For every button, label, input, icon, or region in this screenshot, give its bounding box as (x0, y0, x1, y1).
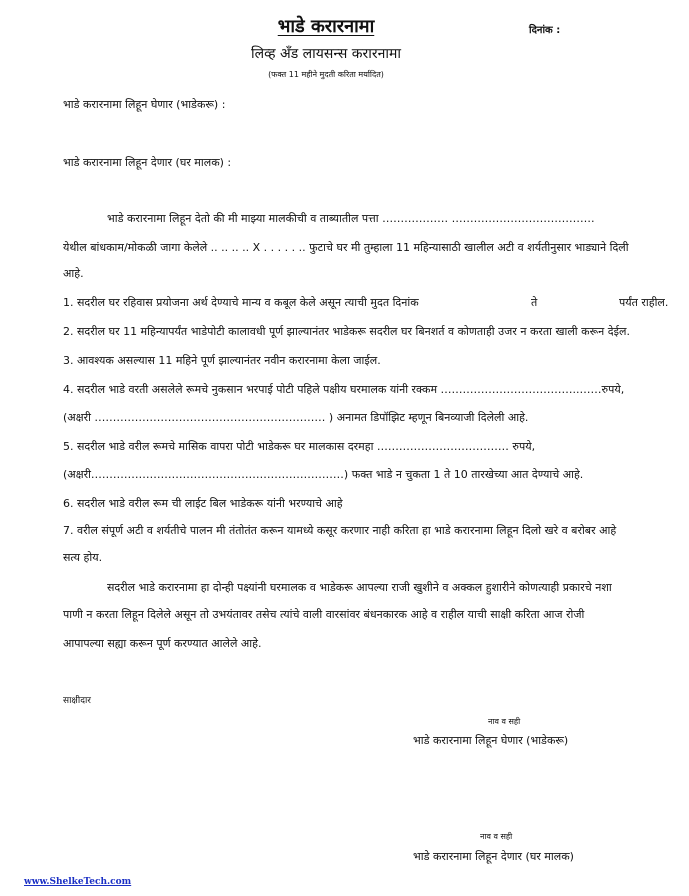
closing-line-2: पाणी न करता लिहून दिलेले असून तो उभयंतावर तसेच त्यांचे वाली वारसांवर बंधनकारक आहे व राहील याची साक्षी करिता आज रोजी (63, 608, 585, 621)
intro-line-3: आहे. (63, 267, 84, 280)
tenant-signature-line: भाडे करारनामा लिहून घेणार (भाडेकरू) (413, 734, 569, 747)
date-label: दिनांक : (529, 25, 561, 36)
owner-signature-line: भाडे करारनामा लिहून देणार (घर मालक) (413, 850, 574, 863)
closing-line-1: सदरील भाडे करारनामा हा दोन्ही पक्ष्यांनी घरमालक व भाडेकरू आपल्या राजी खुशीने व अक्कल हुशारीने कोणत्याही प्रकारचे नशा (107, 581, 612, 594)
clause-1-text: 1. सदरील घर रहिवास प्रयोजना अर्थ देण्याचे मान्य व कबूल केले असून त्याची मुदत दिनांक (63, 296, 419, 309)
owner-name-label: नाव व सही (480, 832, 513, 841)
clause-1-to: ते (531, 296, 538, 309)
intro-line-1: भाडे करारनामा लिहून देतो की मी माझ्या मालकीची व ताब्यातील पत्ता ……………… ………………………………… (107, 212, 595, 225)
clause-4-line-1: 4. सदरील भाडे वरती असलेले रूमचे नुकसान भरपाई पोटी पहिले पक्षीय घरमालक यांनी रक्कम ………………………………..……रुपये, (63, 383, 625, 396)
clause-5-line-1: 5. सदरील भाडे वरील रूमचे मासिक वापरा पोटी भाडेकरू घर मालकास दरमहा ……………………………… रुपये, (63, 440, 536, 453)
website-link[interactable]: www.ShelkeTech.com (24, 877, 132, 887)
clause-3: 3. आवश्यक असल्यास 11 महिने पूर्ण झाल्यानंतर नवीन करारनामा केला जाईल. (63, 354, 381, 367)
clause-4-line-2: (अक्षरी ……………………………………………………… ) अनामत डिपॉझिट म्हणून बिनव्याजी दिलेली आहे. (63, 411, 529, 424)
document-title: भाडे करारनामा (277, 16, 375, 37)
witness-label: साक्षीदार (63, 696, 91, 706)
tenant-label: भाडे करारनामा लिहून घेणार (भाडेकरू) : (63, 98, 226, 111)
clause-5-line-2: (अक्षरी……………………………………………………………) फक्त भाडे न चुकता 1 ते 10 तारखेच्या आत देण्याचे आहे. (63, 468, 584, 481)
clause-7-line-2: सत्य होय. (63, 551, 103, 564)
clause-7-line-1: 7. वरील संपूर्ण अटी व शर्यतीचे पालन मी तंतोतंत करून यामध्ये कसूर करणार नाही करिता हा भाडे करारनामा लिहून दिलो खरे व बरोबर आहे (63, 524, 617, 537)
closing-line-3: आपापल्या सह्या करून पूर्ण करण्यात आलेले आहे. (63, 637, 262, 650)
owner-label: भाडे करारनामा लिहून देणार (घर मालक) : (63, 156, 232, 169)
validity-note: (फक्त 11 महीने मुदती करिता मर्यादित) (268, 70, 384, 79)
clause-1-until: पर्यंत राहील. (619, 296, 669, 309)
clause-6: 6. सदरील भाडे वरील रूम ची लाईट बिल भाडेकरू यांनी भरण्याचे आहे (63, 497, 343, 510)
document-subtitle: लिव्ह अँड लायसन्स करारनामा (250, 46, 402, 62)
clause-2: 2. सदरील घर 11 महिन्यापर्यंत भाडेपोटी कालावधी पूर्ण झाल्यानंतर भाडेकरू सदरील घर बिनशर्त व कोणताही उजर न करता खाली करून देईल. (63, 325, 630, 338)
intro-line-2: येथील बांधकाम/मोकळी जागा केलेले .. .. .. .. X . . . . . .. फुटाचे घर मी तुम्हाला 11 महिन्यासाठी खालील अटी व शर्यतीनुसार भाड्याने दिली (63, 241, 629, 254)
tenant-name-label: नाव व सही (488, 717, 521, 726)
